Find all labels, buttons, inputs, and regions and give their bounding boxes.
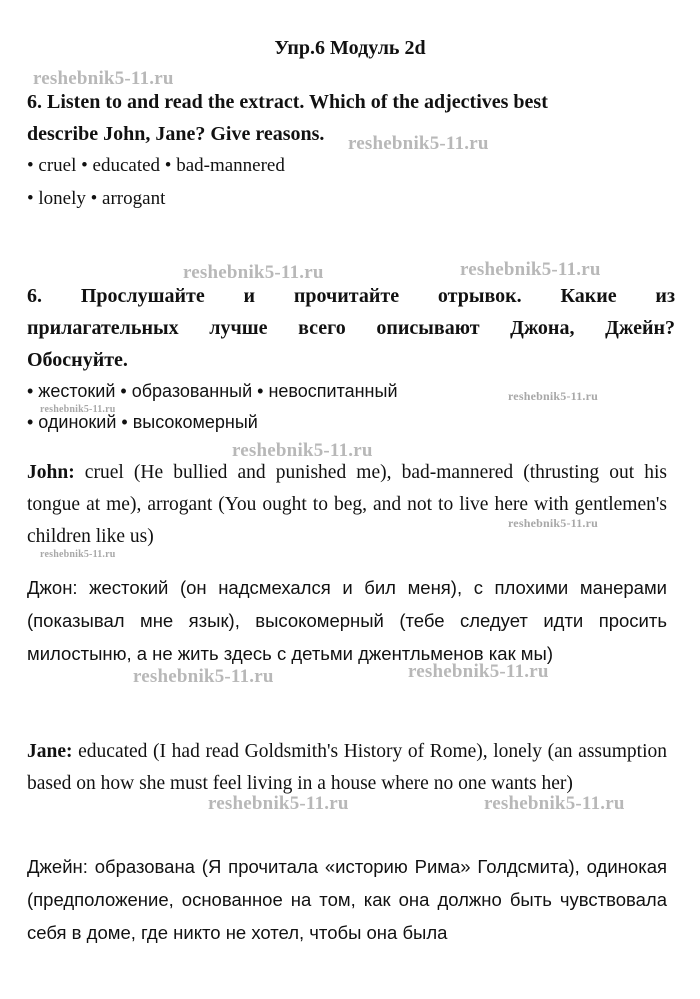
- watermark: reshebnik5-11.ru: [232, 440, 373, 461]
- ru-question-line-2: прилагательных лучше всего описывают Джона, Джейн?: [27, 317, 675, 339]
- watermark: reshebnik5-11.ru: [508, 389, 598, 403]
- watermark: reshebnik5-11.ru: [40, 404, 116, 415]
- watermark: reshebnik5-11.ru: [40, 549, 116, 560]
- en-options-line-1: • cruel • educated • bad-mannered: [27, 155, 285, 176]
- ru-options-line-1: • жестокий • образованный • невоспитанный: [27, 381, 398, 401]
- ru-options-line-2: • одинокий • высокомерный: [27, 412, 258, 432]
- watermark: reshebnik5-11.ru: [348, 133, 489, 154]
- ru-question-line-3: Обоснуйте.: [27, 349, 128, 371]
- page-title: Упр.6 Модуль 2d: [274, 37, 426, 59]
- watermark: reshebnik5-11.ru: [33, 68, 174, 89]
- watermark: reshebnik5-11.ru: [133, 666, 274, 687]
- watermark: reshebnik5-11.ru: [484, 793, 625, 814]
- jane-ru-answer: Джейн: образована (Я прочитала «историю Рима» Голдсмита), одинокая (предположение, основанное на том, как она должно быть чувствовала себя в доме, где никто не хотел, чтобы она была: [27, 856, 667, 943]
- jane-answer: [27, 736, 667, 800]
- ru-question-line-1: 6. Прослушайте и прочитайте отрывок. Какие из: [27, 285, 675, 307]
- watermark: reshebnik5-11.ru: [183, 262, 324, 283]
- john-label: John:: [27, 462, 75, 483]
- en-options-line-2: • lonely • arrogant: [27, 188, 166, 209]
- en-question-line-1: 6. Listen to and read the extract. Which of the adjectives best: [27, 91, 548, 113]
- watermark: reshebnik5-11.ru: [508, 516, 598, 530]
- jane-text: educated (I had read Goldsmith's History of Rome), lonely (an assumption based on how she must feel living in a house where no one wants her): [27, 741, 667, 794]
- watermark: reshebnik5-11.ru: [460, 259, 601, 280]
- john-answer: [27, 457, 667, 553]
- watermark: reshebnik5-11.ru: [408, 661, 549, 682]
- watermark: reshebnik5-11.ru: [208, 793, 349, 814]
- en-question-line-2: describe John, Jane? Give reasons.: [27, 123, 325, 145]
- john-text: cruel (He bullied and punished me), bad-mannered (thrusting out his tongue at me), arrogant (You ought to beg, and not to live here with gentlemen's children like us): [27, 462, 667, 547]
- john-ru-answer: Джон: жестокий (он надсмехался и бил меня), с плохими манерами (показывал мне язык), высокомерный (тебе следует идти просить милостыню, а не жить здесь с детьми джентльменов как мы): [27, 577, 667, 664]
- jane-label: Jane:: [27, 741, 73, 762]
